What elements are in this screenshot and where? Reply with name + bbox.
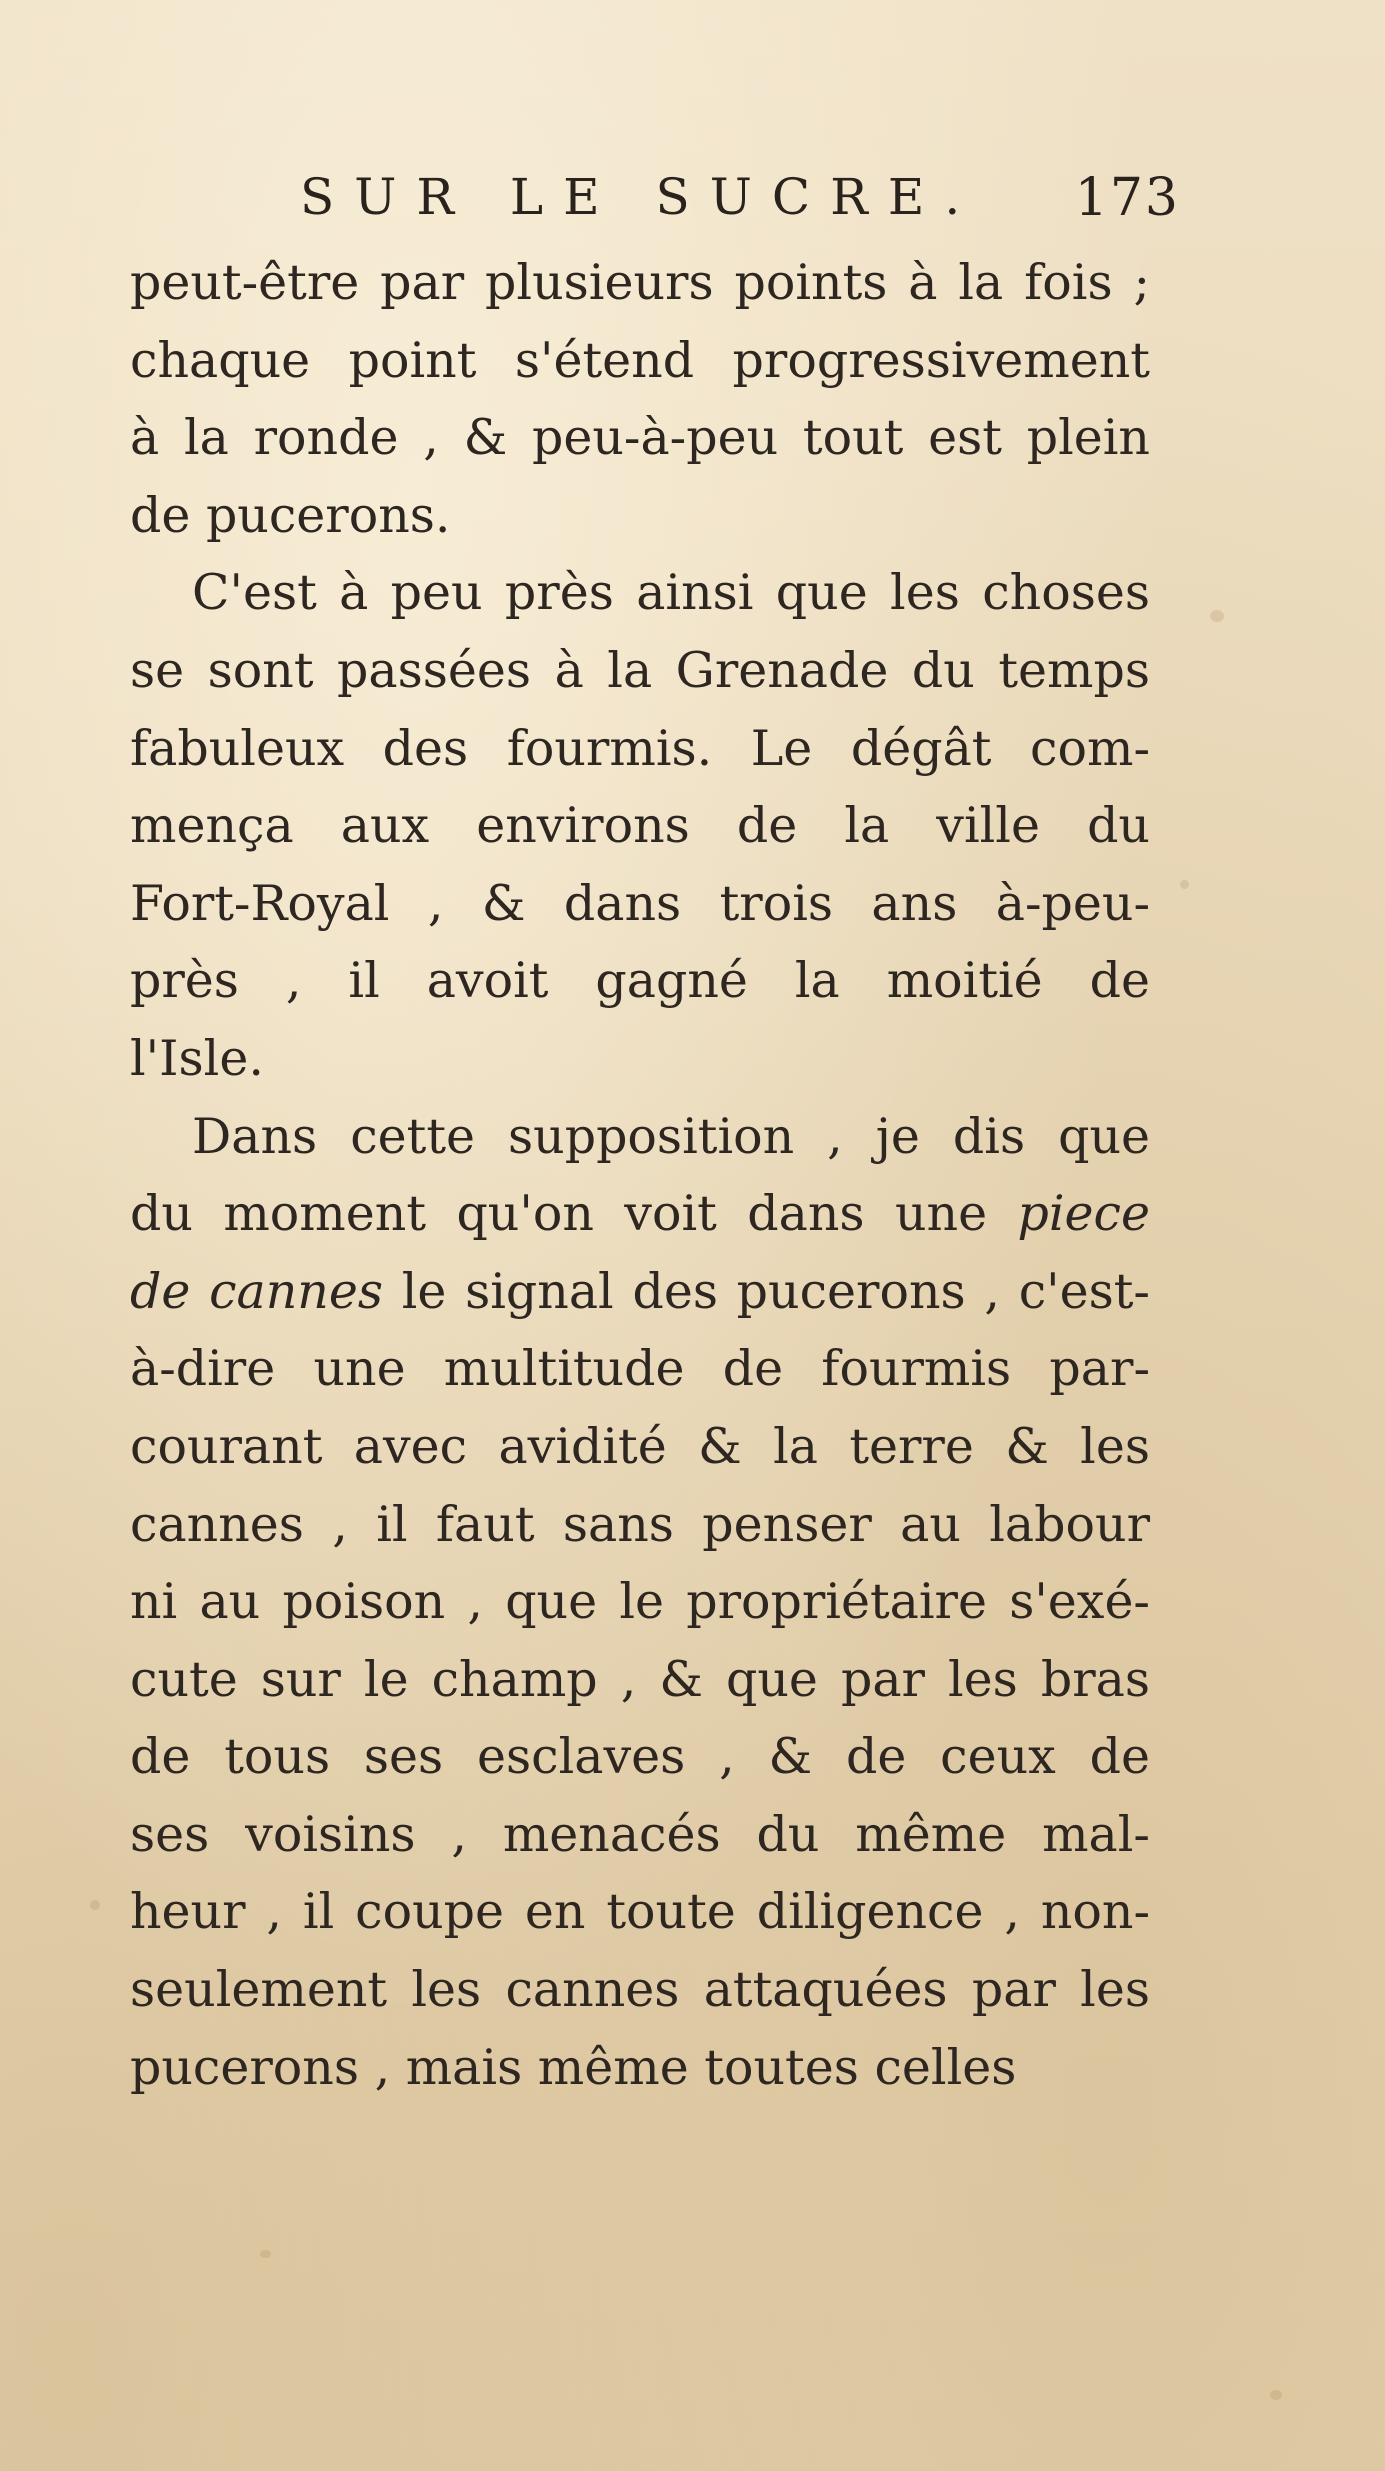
paper-stain — [260, 2250, 271, 2258]
text-line — [130, 1641, 1150, 1719]
text-segment: ses voisins , menacés du même mal- — [130, 1805, 1150, 1863]
text-segment: heur , il coupe en toute diligence , non- — [130, 1883, 1150, 1941]
text-segment: le signal des pucerons , c'est- — [383, 1262, 1150, 1320]
running-head — [300, 168, 1180, 238]
text-line — [130, 399, 1150, 477]
text-line — [130, 865, 1150, 943]
text-line — [130, 710, 1150, 788]
italic-segment: piece — [1017, 1185, 1150, 1243]
text-segment: Dans cette supposition , je dis que — [192, 1107, 1150, 1165]
italic-segment: de cannes — [130, 1262, 383, 1320]
text-segment: pucerons , mais même toutes celles — [130, 2038, 1017, 2096]
text-line — [130, 1408, 1150, 1486]
text-line — [130, 244, 1150, 322]
text-line — [130, 1175, 1150, 1253]
text-segment: se sont passées à la Grenade du temps — [130, 641, 1150, 699]
text-segment: C'est à peu près ainsi que les choses — [192, 564, 1150, 622]
text-segment: Fort-Royal , & dans trois ans à-peu- — [130, 874, 1150, 932]
text-segment: de tous ses esclaves , & de ceux de — [130, 1728, 1150, 1786]
paper-stain — [1270, 2390, 1282, 2400]
text-line — [130, 942, 1150, 1020]
text-line — [130, 1563, 1150, 1641]
text-segment: à la ronde , & peu-à-peu tout est plein — [130, 409, 1150, 467]
text-segment: l'Isle. — [130, 1029, 264, 1087]
text-line — [130, 1873, 1150, 1951]
text-segment: seulement les cannes attaquées par les — [130, 1961, 1150, 2019]
text-segment: fabuleux des fourmis. Le dégât com- — [130, 719, 1150, 777]
text-line — [130, 1718, 1150, 1796]
text-line — [130, 632, 1150, 710]
text-line — [130, 1796, 1150, 1874]
text-segment: peut-être par plusieurs points à la fois ; — [130, 254, 1150, 311]
text-line — [130, 1253, 1150, 1331]
body-text — [130, 244, 1150, 2106]
text-line — [130, 1486, 1150, 1564]
text-segment: chaque point s'étend progressivement — [130, 331, 1150, 389]
text-segment: à-dire une multitude de fourmis par- — [130, 1340, 1150, 1398]
text-line — [130, 322, 1150, 400]
text-line — [130, 1098, 1150, 1176]
text-line — [130, 1330, 1150, 1408]
running-head-title: SUR LE SUCRE. — [300, 168, 981, 226]
text-line — [130, 787, 1150, 865]
text-segment: cute sur le champ , & que par les bras — [130, 1650, 1150, 1708]
paper-stain — [1180, 880, 1189, 889]
text-segment: ni au poison , que le propriétaire s'exé- — [130, 1573, 1150, 1631]
text-line — [130, 2029, 1150, 2107]
paper-stain — [1210, 610, 1224, 622]
text-segment: courant avec avidité & la terre & les — [130, 1417, 1150, 1475]
text-line — [130, 1020, 1150, 1098]
paper-stain — [90, 1900, 100, 1910]
text-line — [130, 554, 1150, 632]
text-segment: près , il avoit gagné la moitié de — [130, 952, 1150, 1010]
text-line — [130, 477, 1150, 555]
text-segment: mença aux environs de la ville du — [130, 797, 1150, 855]
text-segment: du moment qu'on voit dans une — [130, 1185, 1018, 1243]
text-line — [130, 1951, 1150, 2029]
text-segment: de pucerons. — [130, 486, 451, 544]
page-number: 173 — [1074, 168, 1180, 228]
text-segment: cannes , il faut sans penser au labour — [130, 1495, 1150, 1553]
